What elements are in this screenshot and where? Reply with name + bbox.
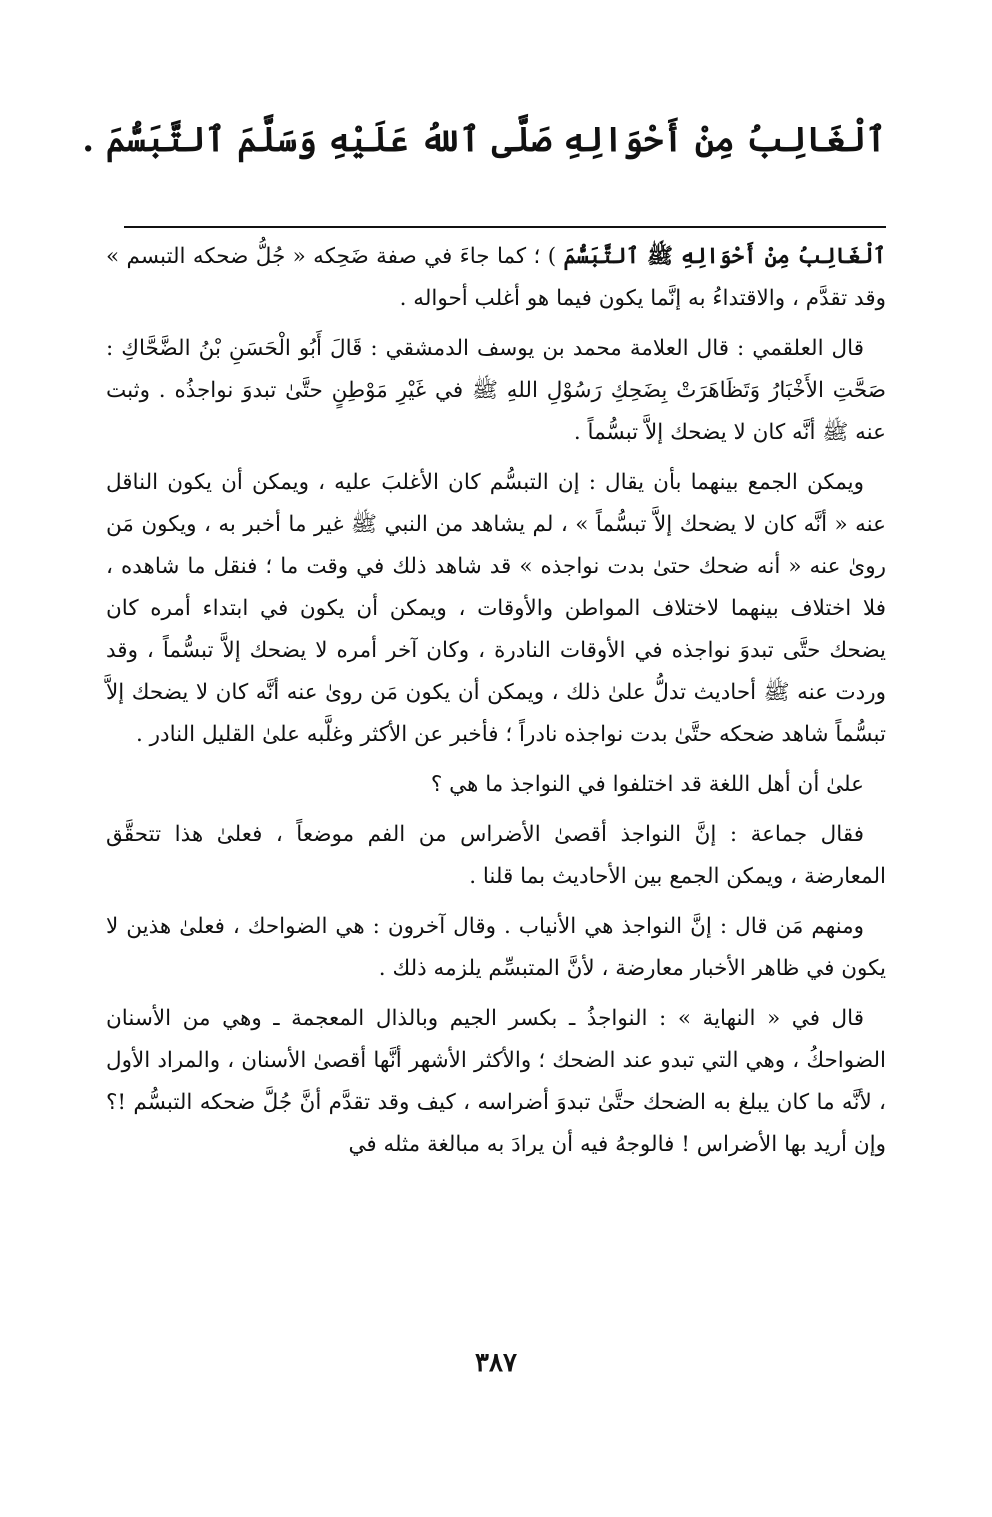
commentary-paragraph-7: قال في « النهاية » : النواجذُ ـ بكسر الجيم وبالذال المعجمة ـ وهي من الأسنان الضواحكُ ، وهي التي تبدو عند الضحك ؛ والأكثر الأشهر أنَّها أقصىٰ الأسنان ، والمراد الأول ، لأنَّه ما كان يبلغ به الضحك حتَّىٰ تبدوَ أضراسه ، كيف وقد تقدَّم أنَّ جُلَّ ضحكه التبسُّم !؟ وإن أريد بها الأضراس ! فالوجهُ فيه أن يرادَ به مبالغة مثله في <box>106 1006 886 1157</box>
main-text-line: ٱلْغَالِبُ مِنْ أَحْوَالِهِ صَلَّى ٱللهُ عَلَيْهِ وَسَلَّمَ ٱلتَّبَسُّمَ . <box>82 120 886 160</box>
commentary-paragraph-4: علىٰ أن أهل اللغة قد اختلفوا في النواجذ ما هي ؟ <box>430 772 864 797</box>
divider-line <box>124 226 886 228</box>
commentary-paragraph-6: ومنهم مَن قال : إنَّ النواجذ هي الأنياب . وقال آخرون : هي الضواحك ، فعلىٰ هذين لا يكون في ظاهر الأخبار معارضة ، لأنَّ المتبسِّم يلزمه ذلك . <box>106 914 886 981</box>
commentary-paragraph-3: ويمكن الجمع بينهما بأن يقال : إن التبسُّم كان الأغلبَ عليه ، ويمكن أن يكون الناقل عنه « أنَّه كان لا يضحك إلاَّ تبسُّماً » ، لم يشاهد من النبي ﷺ غير ما أخبر به ، ويكون مَن روىٰ عنه « أنه ضحك حتىٰ بدت نواجذه » قد شاهد ذلك في وقت ما ؛ فنقل ما شاهده ، فلا اختلاف بينهما لاختلاف المواطن والأوقات ، ويمكن أن يكون في ابتداء أمره كان يضحك حتَّى تبدوَ نواجذه في الأوقات النادرة ، وكان آخر أمره لا يضحك إلاَّ تبسُّماً ، وقد وردت عنه ﷺ أحاديث تدلُّ علىٰ ذلك ، ويمكن أن يكون مَن روىٰ عنه أنَّه كان لا يضحك إلاَّ تبسُّماً شاهد ضحكه حتَّىٰ بدت نواجذه نادراً ؛ فأخبر عن الأكثر وغلَّبه علىٰ القليل النادر . <box>106 470 886 747</box>
commentary-paragraph-1 <box>106 236 886 320</box>
commentary-paragraph-5: فقال جماعة : إنَّ النواجذ أقصىٰ الأضراس من الفم موضعاً ، فعلىٰ هذا تتحقَّق المعارضة ، ويمكن الجمع بين الأحاديث بما قلنا . <box>106 822 886 889</box>
commentary-paragraph-2: قال العلقمي : قال العلامة محمد بن يوسف الدمشقي : قَالَ أَبُو الْحَسَنِ بْنُ الضَّحَّاكِ : صَحَّتِ الأَخْبَارُ وَتَظَاهَرَتْ بِضَحِكِ رَسُوْلِ اللهِ ﷺ في غَيْرِ مَوْطِنٍ حتَّىٰ تبدوَ نواجذُه . وثبت عنه ﷺ أنَّه كان لا يضحك إلاَّ تبسُّماً . <box>106 336 886 445</box>
commentary-text: ) ؛ كما جاءَ في صفة ضَحِكه « جُلُّ ضحكه التبسم » وقد تقدَّم ، والاقتداءُ به إنَّما يكون فيما هو أغلب أحواله . <box>106 244 886 311</box>
commentary-block <box>106 236 886 1174</box>
page-number: ٣٨٧ <box>475 1348 517 1378</box>
quoted-phrase: ٱلْغَالِبُ مِنْ أَحْوَالِهِ ﷺ ٱلتَّبَسُّمَ <box>563 244 886 269</box>
